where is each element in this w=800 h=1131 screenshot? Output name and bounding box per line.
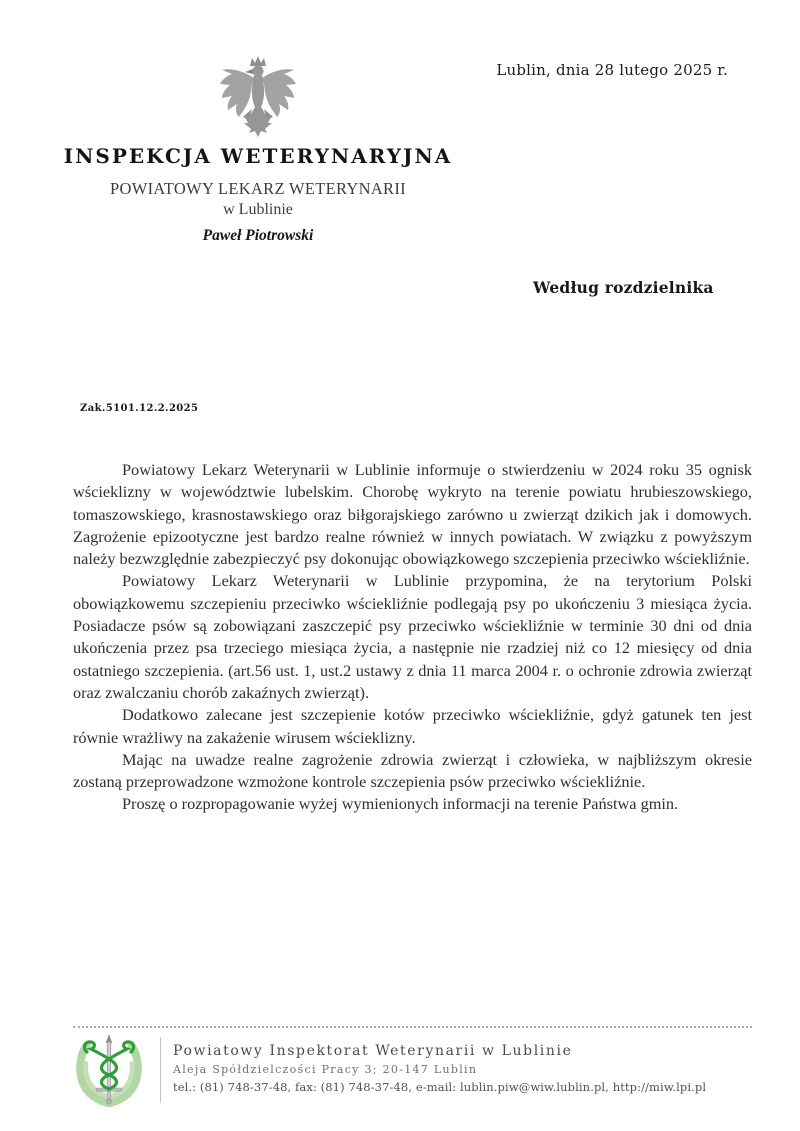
footer-address: Aleja Spółdzielczości Pracy 3; 20-147 Lublin (173, 1063, 478, 1076)
letter-body (73, 459, 752, 816)
footer-org-name: Powiatowy Inspektorat Weterynarii w Lublinie (173, 1043, 573, 1059)
footer-contact-line: tel.: (81) 748-37-48, fax: (81) 748-37-48, e-mail: lublin.piw@wiw.lublin.pl, http://miw.lpi.pl (173, 1080, 707, 1094)
body-paragraph: Mając na uwadze realne zagrożenie zdrowia zwierząt i człowieka, w najbliższym okresie zostaną przeprowadzone wzmożone kontrole szczepienia psów przeciwko wściekliźnie. (73, 749, 752, 792)
footer-separator (160, 1037, 161, 1103)
footer-contact-block (173, 1043, 706, 1094)
body-paragraph: Powiatowy Lekarz Weterynarii w Lublinie informuje o stwierdzeniu w 2024 roku 35 ognisk wścieklizny w województwie lubelskim. Chorobę wykryto na terenie powiatu hrubieszowskiego, tomaszowskiego, krasnostawskiego oraz biłgorajskiego zarówno u zwierząt dzikich jak i domowych. Zagrożenie epizootyczne jest bardzo realne również w innych powiatach. W związku z powyższym należy bezwzględnie zabezpieczyć psy dokonując obowiązkowego szczepienia przeciwko wściekliźnie. (73, 460, 752, 569)
distribution-note: Według rozdzielnika (533, 278, 714, 297)
office-city: w Lublinie (223, 201, 293, 218)
veterinary-caduceus-wreath-icon (73, 1033, 145, 1112)
reference-number: Zak.5101.12.2.2025 (80, 403, 199, 414)
office-name: POWIATOWY LEKARZ WETERYNARII (110, 179, 406, 198)
inspection-title: INSPEKCJA WETERYNARYJNA (63, 144, 453, 168)
polish-eagle-emblem-icon (218, 54, 298, 143)
body-paragraph: Powiatowy Lekarz Weterynarii w Lublinie przypomina, że na terytorium Polski obowiązkowemu szczepieniu przeciwko wściekliźnie podlegają psy po ukończeniu 3 miesiąca życia. Posiadacze psów są zobowiązani zaszczepić psy przeciwko wściekliźnie w terminie 30 dni od dnia ukończenia przez psa trzeciego miesiąca życia, a następnie nie rzadziej niż co 12 miesięcy od dnia ostatniego szczepienia. (art.56 ust. 1, ust.2 ustawy z dnia 11 marca 2004 r. o ochronie zdrowia zwierząt oraz zwalczaniu chorób zakaźnych zwierząt). (73, 571, 752, 702)
footer-divider (73, 1026, 752, 1028)
body-paragraph: Dodatkowo zalecane jest szczepienie kotów przeciwko wściekliźnie, gdyż gatunek ten jest równie wrażliwy na zakażenie wirusem wścieklizny. (73, 705, 752, 747)
body-paragraph: Proszę o rozpropagowanie wyżej wymienionych informacji na terenie Państwa gmin. (122, 794, 679, 814)
signatory-name: Paweł Piotrowski (202, 227, 314, 244)
letter-date: Lublin, dnia 28 lutego 2025 r. (496, 61, 728, 79)
